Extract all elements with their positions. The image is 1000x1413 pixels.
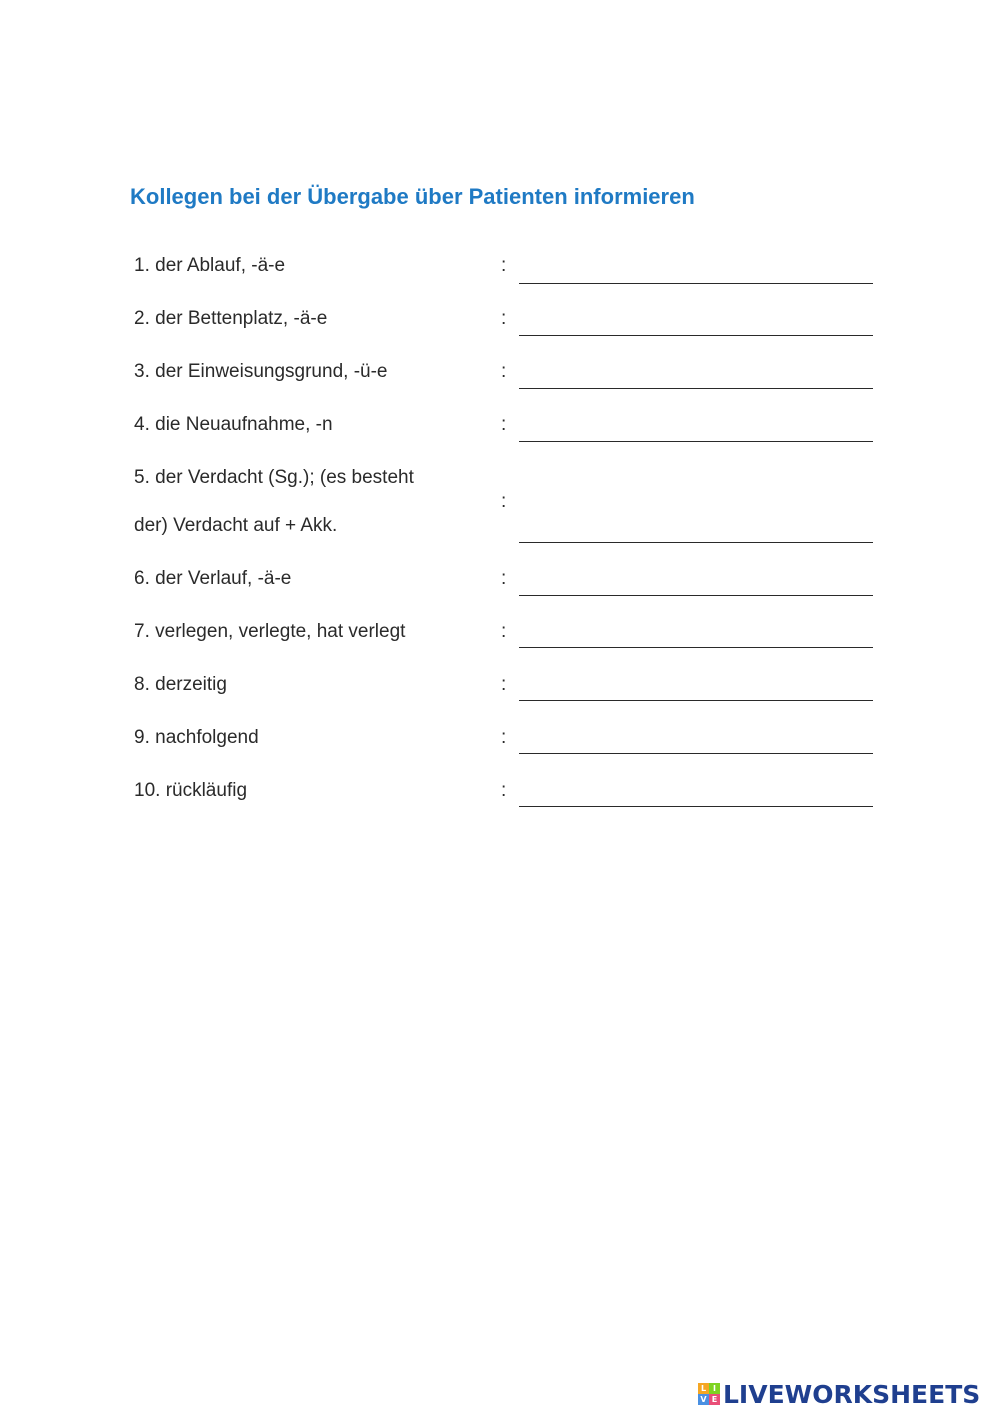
logo-block: E xyxy=(709,1394,720,1405)
answer-input-4[interactable] xyxy=(519,411,873,441)
answer-input-10[interactable] xyxy=(519,777,873,807)
answer-line-6 xyxy=(519,595,873,596)
logo-block: I xyxy=(709,1383,720,1394)
separator-colon: : xyxy=(501,255,507,276)
separator-colon: : xyxy=(501,491,507,512)
answer-input-6[interactable] xyxy=(519,565,873,595)
separator-colon: : xyxy=(501,568,507,589)
answer-input-1[interactable] xyxy=(519,254,873,284)
answer-line-8 xyxy=(519,700,873,701)
answer-line-9 xyxy=(519,753,873,754)
answer-input-8[interactable] xyxy=(519,671,873,701)
answer-line-1 xyxy=(519,283,873,284)
logo-block: V xyxy=(698,1394,709,1405)
separator-colon: : xyxy=(501,780,507,801)
answer-input-9[interactable] xyxy=(519,724,873,754)
separator-colon: : xyxy=(501,308,507,329)
term-7: 7. verlegen, verlegte, hat verlegt xyxy=(134,621,406,642)
answer-line-3 xyxy=(519,388,873,389)
worksheet-title: Kollegen bei der Übergabe über Patienten informieren xyxy=(130,184,695,209)
term-6: 6. der Verlauf, -ä-e xyxy=(134,568,292,589)
term-1: 1. der Ablauf, -ä-e xyxy=(134,255,286,276)
answer-line-5 xyxy=(519,542,873,543)
liveworksheets-logo xyxy=(698,1381,980,1407)
answer-line-7 xyxy=(519,647,873,648)
answer-input-3[interactable] xyxy=(519,358,873,388)
term-5-line-1: 5. der Verdacht (Sg.); (es besteht xyxy=(134,467,414,488)
term-8: 8. derzeitig xyxy=(134,674,227,695)
separator-colon: : xyxy=(501,414,507,435)
separator-colon: : xyxy=(501,727,507,748)
term-9: 9. nachfolgend xyxy=(134,727,259,748)
term-5-line-2: der) Verdacht auf + Akk. xyxy=(134,515,338,536)
answer-input-2[interactable] xyxy=(519,306,873,336)
answer-line-2 xyxy=(519,335,873,336)
separator-colon: : xyxy=(501,361,507,382)
term-10: 10. rückläufig xyxy=(134,780,248,801)
term-3: 3. der Einweisungsgrund, -ü-e xyxy=(134,361,388,382)
term-4: 4. die Neuaufnahme, -n xyxy=(134,414,333,435)
separator-colon: : xyxy=(501,621,507,642)
answer-input-7[interactable] xyxy=(519,618,873,648)
separator-colon: : xyxy=(501,674,507,695)
answer-line-10 xyxy=(519,806,873,807)
answer-line-4 xyxy=(519,441,873,442)
answer-input-5[interactable] xyxy=(519,512,873,542)
logo-blocks-icon xyxy=(698,1383,720,1405)
term-2: 2. der Bettenplatz, -ä-e xyxy=(134,308,328,329)
logo-block: L xyxy=(698,1383,709,1394)
logo-text: LIVEWORKSHEETS xyxy=(723,1379,981,1409)
